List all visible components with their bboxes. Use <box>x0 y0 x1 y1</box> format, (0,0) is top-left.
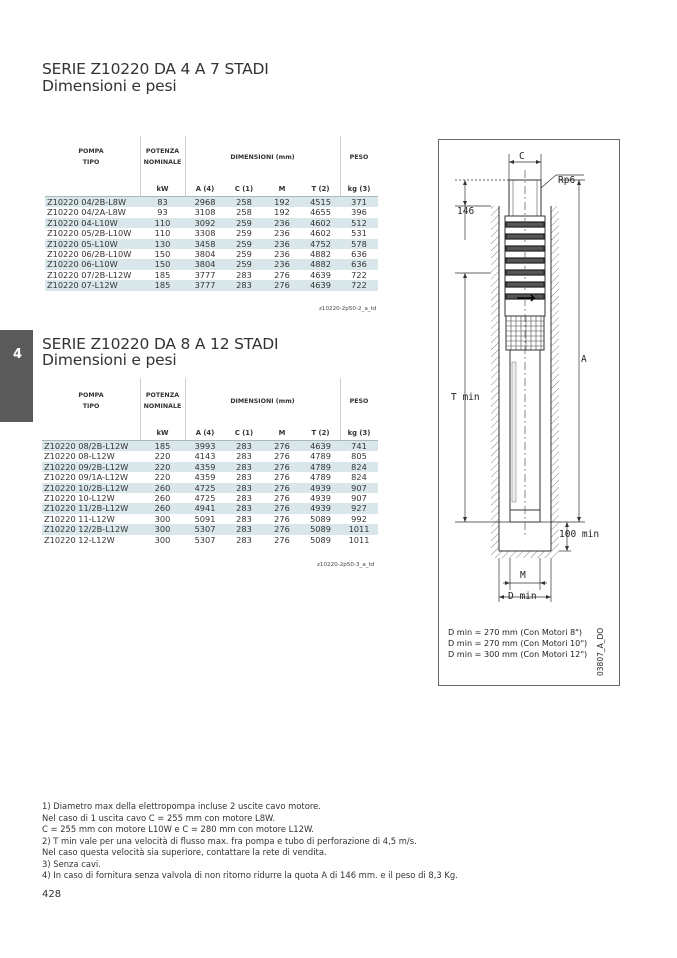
cell-a: 5307 <box>194 534 216 545</box>
table-row <box>42 441 378 452</box>
note-1-line2: Nel caso di 1 uscita cavo C = 255 mm con motore L8W. <box>42 812 276 823</box>
cell-a: 4143 <box>194 451 216 462</box>
cell-c: 259 <box>225 259 263 269</box>
header-dimensioni: DIMENSIONI (mm) <box>230 154 295 161</box>
section2-table-header <box>42 378 378 440</box>
dim-tmin-label: T min <box>451 392 480 403</box>
dmin-line-10: D min = 270 mm (Con Motori 10") <box>448 638 588 648</box>
cell-kg: 805 <box>351 451 367 462</box>
cell-c: 283 <box>236 451 252 462</box>
cell-m: 276 <box>263 462 301 472</box>
cell-kw: 150 <box>140 259 185 269</box>
cell-t: 4752 <box>301 239 340 249</box>
table-row <box>42 514 378 524</box>
cell-m: 192 <box>263 197 301 208</box>
cell-kw: 260 <box>154 493 171 504</box>
cell-c: 283 <box>225 441 263 452</box>
header2-peso: PESO <box>349 398 369 405</box>
dim-a-label: A <box>581 354 587 365</box>
installation-diagram <box>438 139 620 686</box>
cell-tipo: Z10220 04/2B-L8W <box>45 197 140 208</box>
unit2-m: M <box>278 429 286 437</box>
cell-a: 3804 <box>194 249 216 260</box>
table-row <box>42 472 378 482</box>
cell-a: 4359 <box>185 462 225 472</box>
section1-ref: z10220-2p50-2_a_td <box>319 306 377 312</box>
well-wall-right <box>551 206 559 551</box>
cell-kg: 636 <box>340 259 378 269</box>
dim-m-label: M <box>520 570 526 581</box>
cell-kg: 722 <box>340 280 378 290</box>
well-bottom <box>491 551 559 558</box>
cell-kw: 260 <box>140 503 185 513</box>
cell-kg: 927 <box>340 503 378 513</box>
cell-a: 3092 <box>185 218 225 228</box>
table-row <box>45 270 378 280</box>
cell-t: 4939 <box>301 503 340 513</box>
cell-a: 4359 <box>194 472 216 483</box>
table-row <box>45 197 378 208</box>
cell-tipo: Z10220 12-L12W <box>44 534 115 545</box>
cell-kw: 300 <box>140 524 185 534</box>
cell-kg: 1011 <box>348 534 370 545</box>
header-potenza: POTENZA <box>145 148 180 155</box>
cell-t: 4939 <box>301 483 340 493</box>
cell-t: 4882 <box>310 249 331 260</box>
unit-a: A (4) <box>195 185 215 193</box>
cell-kg: 992 <box>351 513 367 524</box>
dim-100min-label: 100 min <box>559 529 600 540</box>
cell-c: 283 <box>225 280 263 290</box>
cell-tipo: Z10220 09/2B-L12W <box>42 462 140 472</box>
dmin-line-12: D min = 300 mm (Con Motori 12") <box>448 649 588 659</box>
cell-m: 276 <box>263 280 301 290</box>
header-peso: PESO <box>349 154 369 161</box>
cell-kw: 110 <box>154 228 171 239</box>
cell-a: 3804 <box>185 259 225 269</box>
cell-tipo: Z10220 10-L12W <box>44 493 115 504</box>
cell-tipo: Z10220 11-L12W <box>44 513 115 524</box>
note-3: 3) Senza cavi. <box>42 858 101 869</box>
cell-kg: 907 <box>340 483 378 493</box>
cell-a: 3993 <box>185 441 225 452</box>
cell-kw: 220 <box>154 451 171 462</box>
cell-m: 236 <box>274 228 290 239</box>
cell-m: 236 <box>263 239 301 249</box>
cell-a: 5091 <box>194 513 216 524</box>
table-row <box>42 483 378 493</box>
cell-kw: 185 <box>140 280 185 290</box>
cell-c: 283 <box>236 269 252 280</box>
cell-kw: 220 <box>154 472 171 483</box>
table-row <box>45 228 378 238</box>
cell-kw: 220 <box>140 462 185 472</box>
cell-c: 259 <box>225 218 263 228</box>
cell-kw: 130 <box>140 239 185 249</box>
header-pompa: POMPA <box>78 148 104 155</box>
cell-tipo: Z10220 10/2B-L12W <box>42 483 140 493</box>
cell-kg: 722 <box>351 269 367 280</box>
footnotes <box>42 801 458 882</box>
chapter-tab <box>0 330 33 422</box>
cell-m: 276 <box>274 472 290 483</box>
cell-a: 3108 <box>194 207 216 218</box>
cell-a: 3458 <box>185 239 225 249</box>
pump-drawing <box>439 140 619 685</box>
cell-kw: 110 <box>140 218 185 228</box>
cell-kg: 824 <box>351 472 367 483</box>
unit-c: C (1) <box>234 185 254 193</box>
cell-a: 4725 <box>194 493 216 504</box>
cell-kw: 300 <box>154 534 171 545</box>
cell-kg: 371 <box>340 197 378 208</box>
cell-m: 276 <box>263 503 301 513</box>
section1-table <box>45 196 378 291</box>
cell-kw: 93 <box>157 207 168 218</box>
cell-kw: 185 <box>154 269 171 280</box>
cell-m: 236 <box>274 249 290 260</box>
cell-kw: 83 <box>140 197 185 208</box>
cell-tipo: Z10220 06-L10W <box>45 259 140 269</box>
note-2-line2: Nel caso questa velocità sia superiore, contattare la rete di vendita. <box>42 847 327 857</box>
table-row <box>45 259 378 269</box>
drawing-code: 03807_A_DO <box>596 627 605 676</box>
cell-c: 283 <box>225 503 263 513</box>
cell-tipo: Z10220 09/1A-L12W <box>44 472 129 483</box>
cell-kg: 531 <box>351 228 367 239</box>
note-1: 1) Diametro max della elettropompa incluse 2 uscite cavo motore. <box>42 801 321 811</box>
section2-subtitle: Dimensioni e pesi <box>42 351 177 369</box>
cell-t: 4639 <box>301 280 340 290</box>
unit2-kw: kW <box>156 429 169 437</box>
table-row <box>42 451 378 461</box>
table-row <box>42 462 378 472</box>
cell-t: 5089 <box>310 513 331 524</box>
cell-tipo: Z10220 11/2B-L12W <box>42 503 140 513</box>
table-row <box>45 239 378 249</box>
cell-m: 236 <box>263 259 301 269</box>
unit2-t: T (2) <box>311 429 330 437</box>
cell-m: 276 <box>274 269 290 280</box>
note-2: 2) T min vale per una velocità di flusso max. fra pompa e tubo di perforazione di 4,5 m/s. <box>42 835 417 846</box>
cell-t: 4515 <box>301 197 340 208</box>
cell-c: 283 <box>236 534 252 545</box>
cell-a: 3308 <box>194 228 216 239</box>
cell-kg: 512 <box>340 218 378 228</box>
cell-c: 259 <box>225 239 263 249</box>
cell-kg: 907 <box>351 493 367 504</box>
cell-a: 5307 <box>185 524 225 534</box>
cell-tipo: Z10220 04/2A-L8W <box>47 207 126 218</box>
cell-tipo: Z10220 05-L10W <box>45 239 140 249</box>
header2-nominale: NOMINALE <box>143 403 182 410</box>
cell-t: 4602 <box>301 218 340 228</box>
dmin-line-8: D min = 270 mm (Con Motori 8") <box>448 627 583 637</box>
table-row <box>42 535 378 545</box>
cell-t: 4639 <box>301 441 340 452</box>
section2-ref: z10220-2p50-3_a_td <box>317 562 375 568</box>
cell-tipo: Z10220 12/2B-L12W <box>42 524 140 534</box>
cell-kg: 396 <box>351 207 367 218</box>
cell-c: 283 <box>225 524 263 534</box>
cell-tipo: Z10220 04-L10W <box>45 218 140 228</box>
unit2-kg: kg (3) <box>347 429 371 437</box>
cell-kg: 824 <box>340 462 378 472</box>
cell-c: 258 <box>236 207 252 218</box>
cell-m: 236 <box>263 218 301 228</box>
dim-c-label: C <box>519 151 525 162</box>
cell-kw: 300 <box>154 513 171 524</box>
table-row <box>42 524 378 534</box>
header2-dimensioni: DIMENSIONI (mm) <box>230 398 295 405</box>
cell-a: 3777 <box>194 269 216 280</box>
cell-m: 276 <box>274 513 290 524</box>
cell-tipo: Z10220 06/2B-L10W <box>47 249 132 260</box>
section1-table-header <box>42 136 378 196</box>
page-number: 428 <box>42 889 62 900</box>
table-row <box>45 218 378 228</box>
well-wall-left <box>491 206 499 551</box>
cell-c: 283 <box>236 472 252 483</box>
cell-tipo: Z10220 05/2B-L10W <box>47 228 132 239</box>
unit-kg: kg (3) <box>347 185 371 193</box>
cell-m: 192 <box>274 207 290 218</box>
cell-kg: 741 <box>340 441 378 452</box>
cell-kg: 578 <box>340 239 378 249</box>
chapter-number: 4 <box>13 347 23 362</box>
cell-a: 3777 <box>185 280 225 290</box>
cell-tipo: Z10220 08-L12W <box>44 451 115 462</box>
cell-t: 4789 <box>301 462 340 472</box>
cell-m: 276 <box>274 534 290 545</box>
header2-potenza: POTENZA <box>145 392 180 399</box>
header-nominale: NOMINALE <box>143 159 182 166</box>
cell-t: 4639 <box>310 269 331 280</box>
cell-m: 276 <box>274 451 290 462</box>
dim-rp6-label: Rp6 <box>558 175 576 186</box>
cell-a: 2968 <box>185 197 225 208</box>
cell-c: 258 <box>225 197 263 208</box>
cell-m: 276 <box>263 441 301 452</box>
cell-tipo: Z10220 08/2B-L12W <box>42 441 140 452</box>
cell-kw: 185 <box>140 441 185 452</box>
section2-title: SERIE Z10220 DA 8 A 12 STADI <box>42 335 279 353</box>
cell-kw: 150 <box>154 249 171 260</box>
cell-m: 276 <box>263 524 301 534</box>
cell-c: 283 <box>225 483 263 493</box>
cell-t: 4602 <box>310 228 331 239</box>
unit2-c: C (1) <box>234 429 254 437</box>
table-row <box>42 493 378 503</box>
cell-t: 5089 <box>310 534 331 545</box>
unit2-a: A (4) <box>195 429 215 437</box>
cell-kg: 636 <box>351 249 367 260</box>
section1-subtitle: Dimensioni e pesi <box>42 77 177 95</box>
cell-t: 4939 <box>310 493 331 504</box>
header2-tipo: TIPO <box>82 403 100 410</box>
cell-m: 276 <box>263 483 301 493</box>
cell-t: 4882 <box>301 259 340 269</box>
cell-c: 259 <box>236 249 252 260</box>
note-4: 4) In caso di fornitura senza valvola di non ritorno ridurre la quota A di 146 mm. e il peso di 8,3 Kg. <box>42 870 458 880</box>
cell-c: 283 <box>236 513 252 524</box>
dim-146-label: 146 <box>457 206 475 217</box>
cell-tipo: Z10220 07-L12W <box>45 280 140 290</box>
note-1-line3: C = 255 mm con motore L10W e C = 280 mm con motore L12W. <box>42 824 314 834</box>
cell-t: 4789 <box>310 451 331 462</box>
cell-tipo: Z10220 07/2B-L12W <box>47 269 132 280</box>
table-row <box>45 249 378 259</box>
section1-title: SERIE Z10220 DA 4 A 7 STADI <box>42 60 269 78</box>
section2-table <box>42 440 378 545</box>
cell-c: 283 <box>236 493 252 504</box>
cell-kw: 260 <box>140 483 185 493</box>
unit-m: M <box>278 185 286 193</box>
header-tipo: TIPO <box>82 159 100 166</box>
cell-c: 259 <box>236 228 252 239</box>
dim-dmin-label: D min <box>508 591 537 602</box>
unit-t: T (2) <box>311 185 330 193</box>
header2-pompa: POMPA <box>78 392 104 399</box>
cell-a: 4941 <box>185 503 225 513</box>
cell-c: 283 <box>225 462 263 472</box>
table-row <box>42 503 378 513</box>
cell-t: 4655 <box>310 207 331 218</box>
cell-t: 4789 <box>310 472 331 483</box>
cell-m: 276 <box>274 493 290 504</box>
unit-kw: kW <box>156 185 169 193</box>
cell-t: 5089 <box>301 524 340 534</box>
cell-a: 4725 <box>185 483 225 493</box>
table-row <box>45 207 378 217</box>
table-row <box>45 280 378 290</box>
cell-kg: 1011 <box>340 524 378 534</box>
